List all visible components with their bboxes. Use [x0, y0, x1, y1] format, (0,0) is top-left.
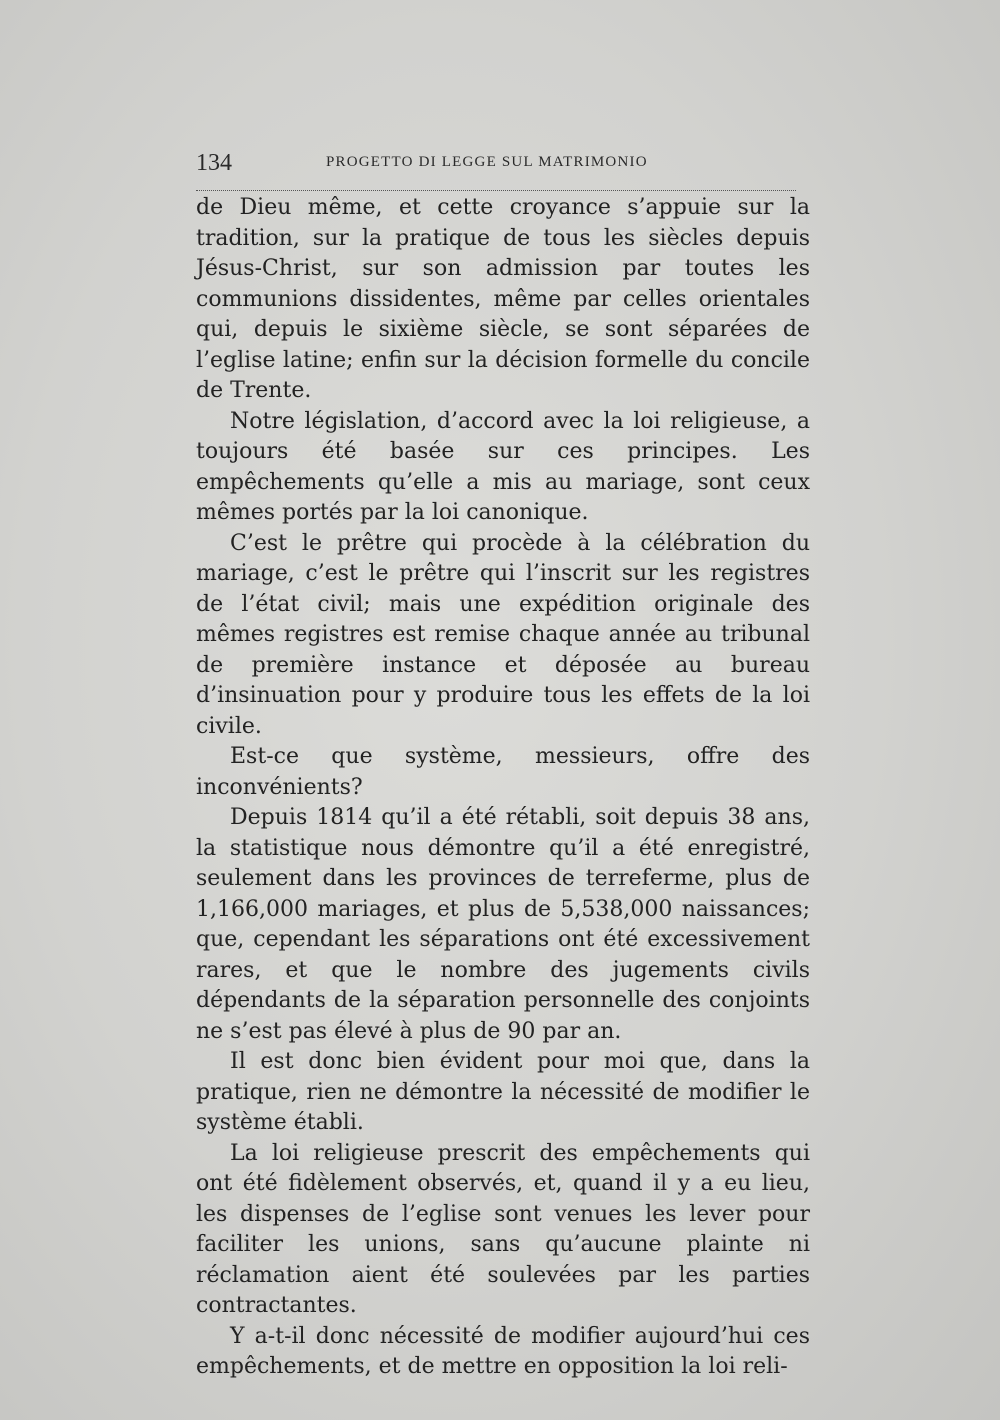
paragraph-6: Il est donc bien évident pour moi que, dans la pratique, rien ne démontre la nécessité de modifier le système établi.: [196, 1049, 810, 1135]
running-title: PROGETTO DI LEGGE SUL MATRIMONIO: [326, 154, 648, 170]
paragraph-4: Est-ce que système, messieurs, offre des inconvénients?: [196, 744, 810, 800]
paragraph-2: Notre législation, d’accord avec la loi religieuse, a toujours été basée sur ces principes. Les empêchements qu’elle a mis au mariage, sont ceux mêmes portés par la loi canonique.: [196, 408, 810, 525]
body-text: [196, 193, 810, 1383]
page-header: [196, 150, 796, 191]
paragraph-5: Depuis 1814 qu’il a été rétabli, soit depuis 38 ans, la statistique nous démontre qu’il a été enregistré, seulement dans les provinces de terreferme, plus de 1,166,000 mariages, et plus de 5,538,000 naissances; que, cependant les séparations ont été excessivement rares, et que le nombre des jugements civils dépendants de la séparation personnelle des conjoints ne s’est pas élevé à plus de 90 par an.: [196, 805, 810, 1044]
paragraph-8: Y a-t-il donc nécessité de modifier aujourd’hui ces empêchements, et de mettre en opposition la loi reli-: [196, 1323, 810, 1379]
page-number: 134: [196, 150, 232, 176]
paragraph-1: de Dieu même, et cette croyance s’appuie sur la tradition, sur la pratique de tous les siècles depuis Jésus-Christ, sur son admission par toutes les communions dissidentes, même par celles orientales qui, depuis le sixième siècle, se sont séparées de l’eglise latine; enfin sur la décision formelle du concile de Trente.: [196, 195, 810, 403]
paragraph-3: C’est le prêtre qui procède à la célébration du mariage, c’est le prêtre qui l’inscrit sur les registres de l’état civil; mais une expédition originale des mêmes registres est remise chaque année au tribunal de première instance et déposée au bureau d’insinuation pour y produire tous les effets de la loi civile.: [196, 530, 810, 739]
paragraph-7: La loi religieuse prescrit des empêchements qui ont été fidèlement observés, et, quand il y a eu lieu, les dispenses de l’eglise sont venues les lever pour faciliter les unions, sans qu’aucune plainte ni réclamation aient été soulevées par les parties contractantes.: [196, 1140, 810, 1318]
